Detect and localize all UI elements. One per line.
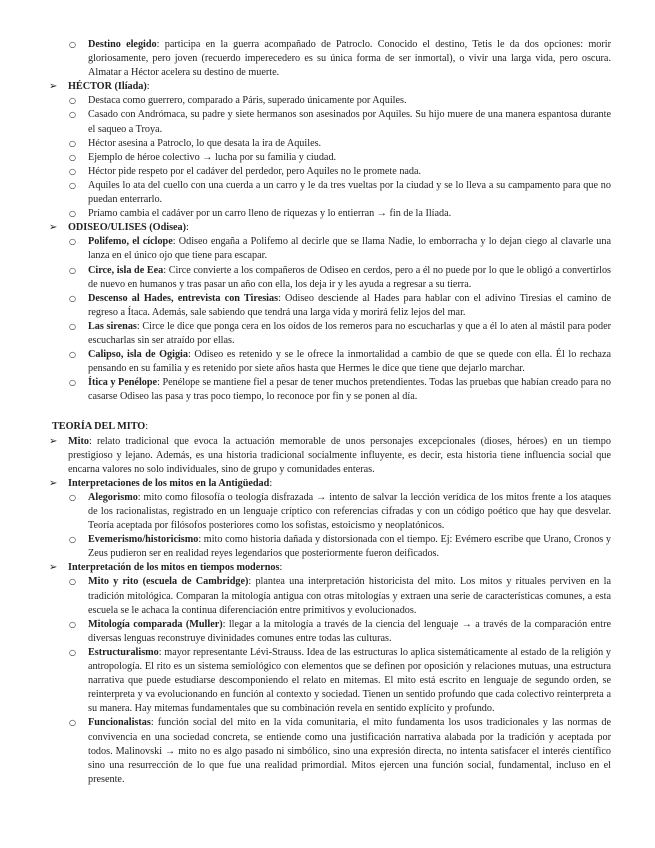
item-label: Polifemo, el cíclope [88, 236, 173, 248]
list-item [52, 179, 611, 207]
section-heading [49, 477, 611, 491]
section-heading [49, 221, 611, 235]
circle-bullet-icon: ○ [69, 180, 76, 190]
arrow-bullet-icon: ➢ [49, 562, 58, 574]
circle-bullet-icon: ○ [69, 40, 76, 49]
list-item [52, 94, 611, 108]
heading-suffix: : [186, 222, 189, 234]
item-text: Héctor pide respeto por el cadáver del perdedor, pero Aquiles no le promete nada. [88, 165, 422, 177]
item-text: : Odiseo desciende al Hades para hablar con el adivino Tiresias el camino de regreso a Ítaca. Además, sale sabiendo que tendrá una larga vida y morirá feliz lejos del mar. [88, 292, 611, 318]
item-text: : mito como historia dañada y distorsionada con el tiempo. Ej: Evémero escribe que Urano, Cronos y Zeus pudieron ser en realidad reyes legendarios que posteriormente fueron deificados. [88, 534, 611, 560]
item-text: : mito como filosofía o teología disfrazada → intento de salvar la lección verídica de los mitos frente a los ataques de los racionalistas, registrado en un lenguaje críptico con referencias cifradas y con un código poético que hay que desvelar. Teoría aceptada por filósofos posteriores como los sofistas, estoicismo y neoplatónicos. [88, 491, 611, 532]
item-label: Funcionalistas [88, 717, 151, 729]
list-item [52, 533, 611, 561]
item-label: Mito [68, 435, 89, 447]
item-label: Ítica y Penélope [88, 377, 158, 389]
circle-bullet-icon: ○ [69, 619, 76, 629]
item-label: Circe, isla de Eea [88, 264, 164, 276]
heading-suffix: : [145, 421, 149, 433]
item-text: Casado con Andrómaca, su padre y siete hermanos son asesinados por Aquiles. Su hijo muere de una manera espantosa durante el saqueo a Troya. [88, 109, 611, 135]
heading-suffix: : [279, 562, 283, 574]
modernos-section [49, 561, 611, 575]
odiseo-title: ODISEO/ULISES (Odisea) [68, 222, 187, 234]
circle-bullet-icon: ○ [69, 577, 76, 587]
section-heading [49, 561, 611, 575]
item-label: Mito y rito (escuela de Cambridge) [88, 576, 249, 588]
item-label: Descenso al Hades, entrevista con Tiresias [88, 292, 279, 304]
item-label: Estructuralismo [88, 646, 159, 658]
hector-section [49, 80, 611, 94]
circle-bullet-icon: ○ [69, 350, 76, 360]
odiseo-section [49, 221, 611, 235]
circle-bullet-icon: ○ [69, 718, 76, 728]
item-text: Aquiles lo ata del cuello con una cuerda a un carro y le da tres vueltas por la ciudad y se lo lleva a su campamento para que no puedan enterrarlo. [88, 179, 611, 206]
item-text: : Circe convierte a los compañeros de Odiseo en cerdos, pero a él no puede por lo que le obligó a convertirlos de nuevo en humanos y tras pasar un año con ella, los deja ir y les ayuda a regresar a su tierra. [88, 264, 611, 290]
item-text: Ejemplo de héroe colectivo → lucha por su familia y ciudad. [88, 151, 337, 163]
mito-definition [49, 435, 611, 477]
list-item [52, 165, 611, 179]
circle-bullet-icon: ○ [69, 209, 76, 219]
heading-suffix: : [146, 81, 150, 93]
teoria-heading [52, 420, 611, 434]
hector-list [52, 94, 611, 221]
item-text: : mayor representante Lévi-Strauss. Idea de las estructuras lo aplica sistemáticamente al estado de la religión y antropología. El rito es un sistema semiológico con elementos que se definen por oposición y relaciones mutuas, una estructura narrativa que puede estudiarse descomponiendo el relato en mitemas. El mito está escrito en lenguaje de segundo orden, se reinterpreta y va evolucionando en función al contexto y sociedad. Tienen un sentido profundo que cada colectivo reinterpreta a su manera. Hay mitemas fundamentales que su combinación revela en sentido explícito y profundo. [88, 646, 611, 715]
hector-title: HÉCTOR (Ilíada) [68, 81, 147, 93]
modernos-list [52, 575, 611, 786]
item-text: : llegar a la mitología a través de la ciencia del lenguaje → a través de la comparación entre diversas lenguas reconstruye divinidades comunes entre todas las culturas. [88, 618, 611, 644]
circle-bullet-icon: ○ [69, 293, 76, 303]
item-label: Mitología comparada (Muller) [88, 618, 223, 630]
circle-bullet-icon: ○ [69, 492, 76, 502]
circle-bullet-icon: ○ [69, 265, 76, 275]
circle-bullet-icon: ○ [69, 166, 76, 176]
item-text: Destaca como guerrero, comparado a Páris, superado únicamente por Aquiles. [88, 95, 407, 107]
item-label: Las sirenas [88, 320, 137, 332]
teoria-list [49, 435, 611, 491]
item-label: Calipso, isla de Ogigia [88, 349, 188, 361]
circle-bullet-icon: ○ [69, 647, 76, 657]
item-text: : función social del mito en la vida comunitaria, el mito fundamenta los usos tradicionales y las normas de convivencia en una sociedad concreta, se entiende como una justificación narrativa alabada por la tradición y aceptada por todos. Malinovski → mito no es algo pasado ni simbólico, sino una expresión directa, no intenta satisfacer el interés científico sino una resurrección de lo que fue una realidad primordial. Mitos ejercen una función social, fundamental, incluso en el presente. [88, 717, 611, 785]
teoria-title: TEORÍA DEL MITO [52, 421, 146, 433]
circle-bullet-icon: ○ [69, 138, 76, 148]
circle-bullet-icon: ○ [69, 535, 76, 545]
list-item [52, 575, 611, 617]
circle-bullet-icon: ○ [69, 96, 76, 106]
list-item [52, 38, 611, 80]
list-item [52, 292, 611, 320]
item-text: : plantea una interpretación historicista del mito. Los mitos y rituales perviven en la tradición mitológica. Comparan la mitología antigua con otras mitologías y extraen una serie de características comunes, a esta escuela se le achaca la continua diferenciación entre primitivos y evolucionados. [88, 576, 611, 616]
arrow-bullet-icon: ➢ [49, 81, 58, 93]
item-label: Destino elegido [88, 39, 157, 50]
list-item [52, 320, 611, 348]
list-item [52, 716, 611, 786]
list-item [52, 348, 611, 376]
list-item [52, 108, 611, 136]
circle-bullet-icon: ○ [69, 237, 76, 247]
item-text: : Circe le dice que ponga cera en los oídos de los remeros para no escucharlas y que a él lo aten al mástil para poder escucharlas sin ser atraído por ellas. [88, 320, 611, 346]
item-text: : relato tradicional que evoca la actuación memorable de unos personajes excepcionales (dioses, héroes) en un tiempo prestigioso y lejano. Además, es una historia tradicional socialmente influyente, es decir, esta historia tiene influencia social que encarna valores no solo individuales, sino de grupo y comunidades enteras. [68, 435, 611, 475]
list-item [52, 207, 611, 221]
list-item [52, 376, 611, 404]
list-item [52, 137, 611, 151]
item-text: Príamo cambia el cadáver por un carro lleno de riquezas y lo entierran → fin de la Ilíada. [88, 208, 452, 220]
item-text: : Odiseo engaña a Polifemo al decirle que se llama Nadie, lo emborracha y lo dejan ciego al clavarle una lanza en el único ojo que tiene para escapar. [88, 236, 612, 262]
odiseo-list [52, 235, 611, 404]
item-text: : Odiseo es retenido y se le ofrece la inmortalidad a cambio de que se quede con ella. Él lo rechaza pensando en su familia y es retenido por siete años hasta que Hermes le dice que tiene que dejarlo marchar. [88, 349, 611, 375]
list-item [52, 264, 611, 292]
item-label: Alegorismo [88, 491, 138, 503]
arrow-bullet-icon: ➢ [49, 435, 58, 447]
antiguedad-title: Interpretaciones de los mitos en la Antigüedad [68, 477, 270, 489]
section-heading [49, 80, 611, 94]
circle-bullet-icon: ○ [69, 152, 76, 162]
heading-suffix: : [269, 477, 273, 489]
circle-bullet-icon: ○ [69, 378, 76, 388]
list-item [52, 151, 611, 165]
item-text: : participa en la guerra acompañado de Patroclo. Conocido el destino, Tetis le da dos opciones: morir gloriosamente, pero joven (recuerdo imperecedero es su única forma de ser inmortal), o vivir una larga vida, pero oscura. Almatar a Héctor acelera su destino de muerte. [88, 39, 611, 79]
item-label: Evemerismo/historicismo [88, 534, 199, 546]
list-item [52, 618, 611, 646]
list-item [52, 491, 611, 533]
arrow-bullet-icon: ➢ [49, 477, 58, 489]
item-text: : Penélope se mantiene fiel a pesar de tener muchos pretendientes. Todas las pruebas que habían creado para no casarse Odiseo las pasa y tras poco tiempo, lo reconoce por fin y se ponen al día. [88, 377, 611, 403]
modernos-title: Interpretación de los mitos en tiempos modernos [68, 562, 280, 574]
circle-bullet-icon: ○ [69, 321, 76, 331]
item-text: Héctor asesina a Patroclo, lo que desata la ira de Aquiles. [88, 137, 322, 149]
list-item [52, 235, 611, 263]
antiguedad-list [52, 491, 611, 561]
arrow-bullet-icon: ➢ [49, 222, 58, 234]
top-list [52, 38, 611, 80]
list-item [52, 646, 611, 716]
circle-bullet-icon: ○ [69, 110, 76, 120]
